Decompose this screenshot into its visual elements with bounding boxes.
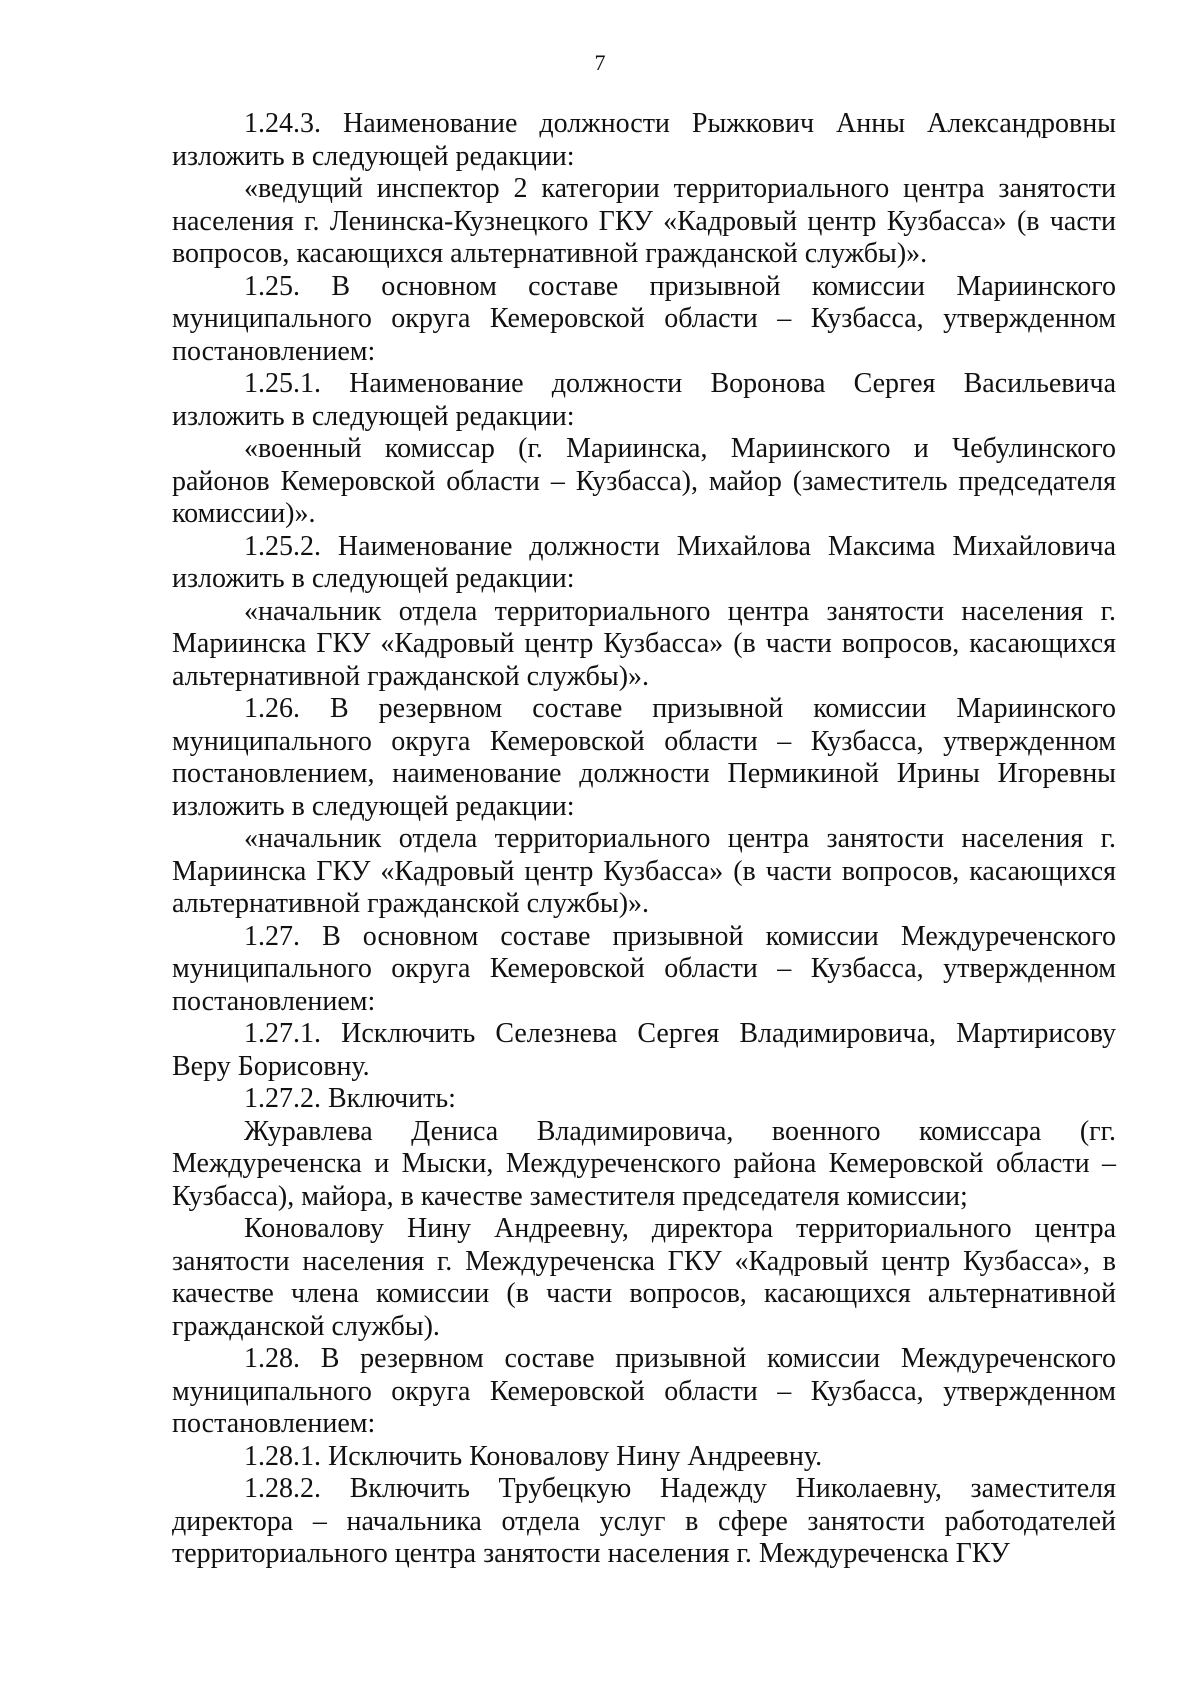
paragraph-1-28: 1.28. В резервном составе призывной комиссии Междуреченского муниципального округа Кемеровской области – Кузбасса, утвержденном постановлением: [172,1343,1116,1439]
paragraph-1-27: 1.27. В основном составе призывной комиссии Междуреченского муниципального округа Кемеровской области – Кузбасса, утвержденном постановлением: [172,920,1116,1017]
paragraph-1-24-3: 1.24.3. Наименование должности Рыжкович Анны Александровны изложить в следующей редакции: [172,108,1116,172]
page-number: 7 [594,50,606,75]
paragraph-1-28-1: 1.28.1. Исключить Коновалову Нину Андреевну. [244,1440,823,1472]
paragraph-1-28-2: 1.28.2. Включить Трубецкую Надежду Николаевну, заместителя директора – начальника отдела услуг в сфере занятости работодателей территориального центра занятости населения г. Междуреченска ГКУ [172,1473,1116,1569]
paragraph-1-26-text: «начальник отдела территориального центра занятости населения г. Мариинска ГКУ «Кадровый центр Кузбасса» (в части вопросов, касающихся альтернативной гражданской службы)». [172,823,1116,919]
paragraph-1-25-2: 1.25.2. Наименование должности Михайлова Максима Михайловича изложить в следующей редакции: [172,530,1116,594]
paragraph-1-25: 1.25. В основном составе призывной комиссии Мариинского муниципального округа Кемеровской области – Кузбасса, утвержденном постановлением: [172,270,1116,367]
paragraph-1-25-1: 1.25.1. Наименование должности Воронова Сергея Васильевича изложить в следующей редакции: [172,368,1116,432]
paragraph-zhuravlev: Журавлева Дениса Владимировича, военного комиссара (гг. Междуреченска и Мыски, Междуреченского района Кемеровской области – Кузбасса), майора, в качестве заместителя председателя комиссии; [172,1115,1116,1212]
paragraph-1-26: 1.26. В резервном составе призывной комиссии Мариинского муниципального округа Кемеровской области – Кузбасса, утвержденном постановлением, наименование должности Пермикиной Ирины Игоревны изложить в следующей редакции: [172,693,1116,822]
paragraph-1-25-1-text: «военный комиссар (г. Мариинска, Мариинского и Чебулинского районов Кемеровской области – Кузбасса), майор (заместитель председателя комиссии)». [172,433,1116,529]
paragraph-1-24-3-text: «ведущий инспектор 2 категории территориального центра занятости населения г. Ленинска-Кузнецкого ГКУ «Кадровый центр Кузбасса» (в части вопросов, касающихся альтернативной гражданской службы)». [172,173,1116,269]
paragraph-1-27-2: 1.27.2. Включить: [244,1083,456,1114]
document-body [172,108,1116,1571]
paragraph-konovalova: Коновалову Нину Андреевну, директора территориального центра занятости населения г. Междуреченска ГКУ «Кадровый центр Кузбасса», в качестве члена комиссии (в части вопросов, касающихся альтернативной гражданской службы). [172,1213,1116,1342]
paragraph-1-27-1: 1.27.1. Исключить Селезнева Сергея Владимировича, Мартирисову Веру Борисовну. [172,1018,1116,1082]
paragraph-1-25-2-text: «начальник отдела территориального центра занятости населения г. Мариинска ГКУ «Кадровый центр Кузбасса» (в части вопросов, касающихся альтернативной гражданской службы)». [172,595,1116,692]
